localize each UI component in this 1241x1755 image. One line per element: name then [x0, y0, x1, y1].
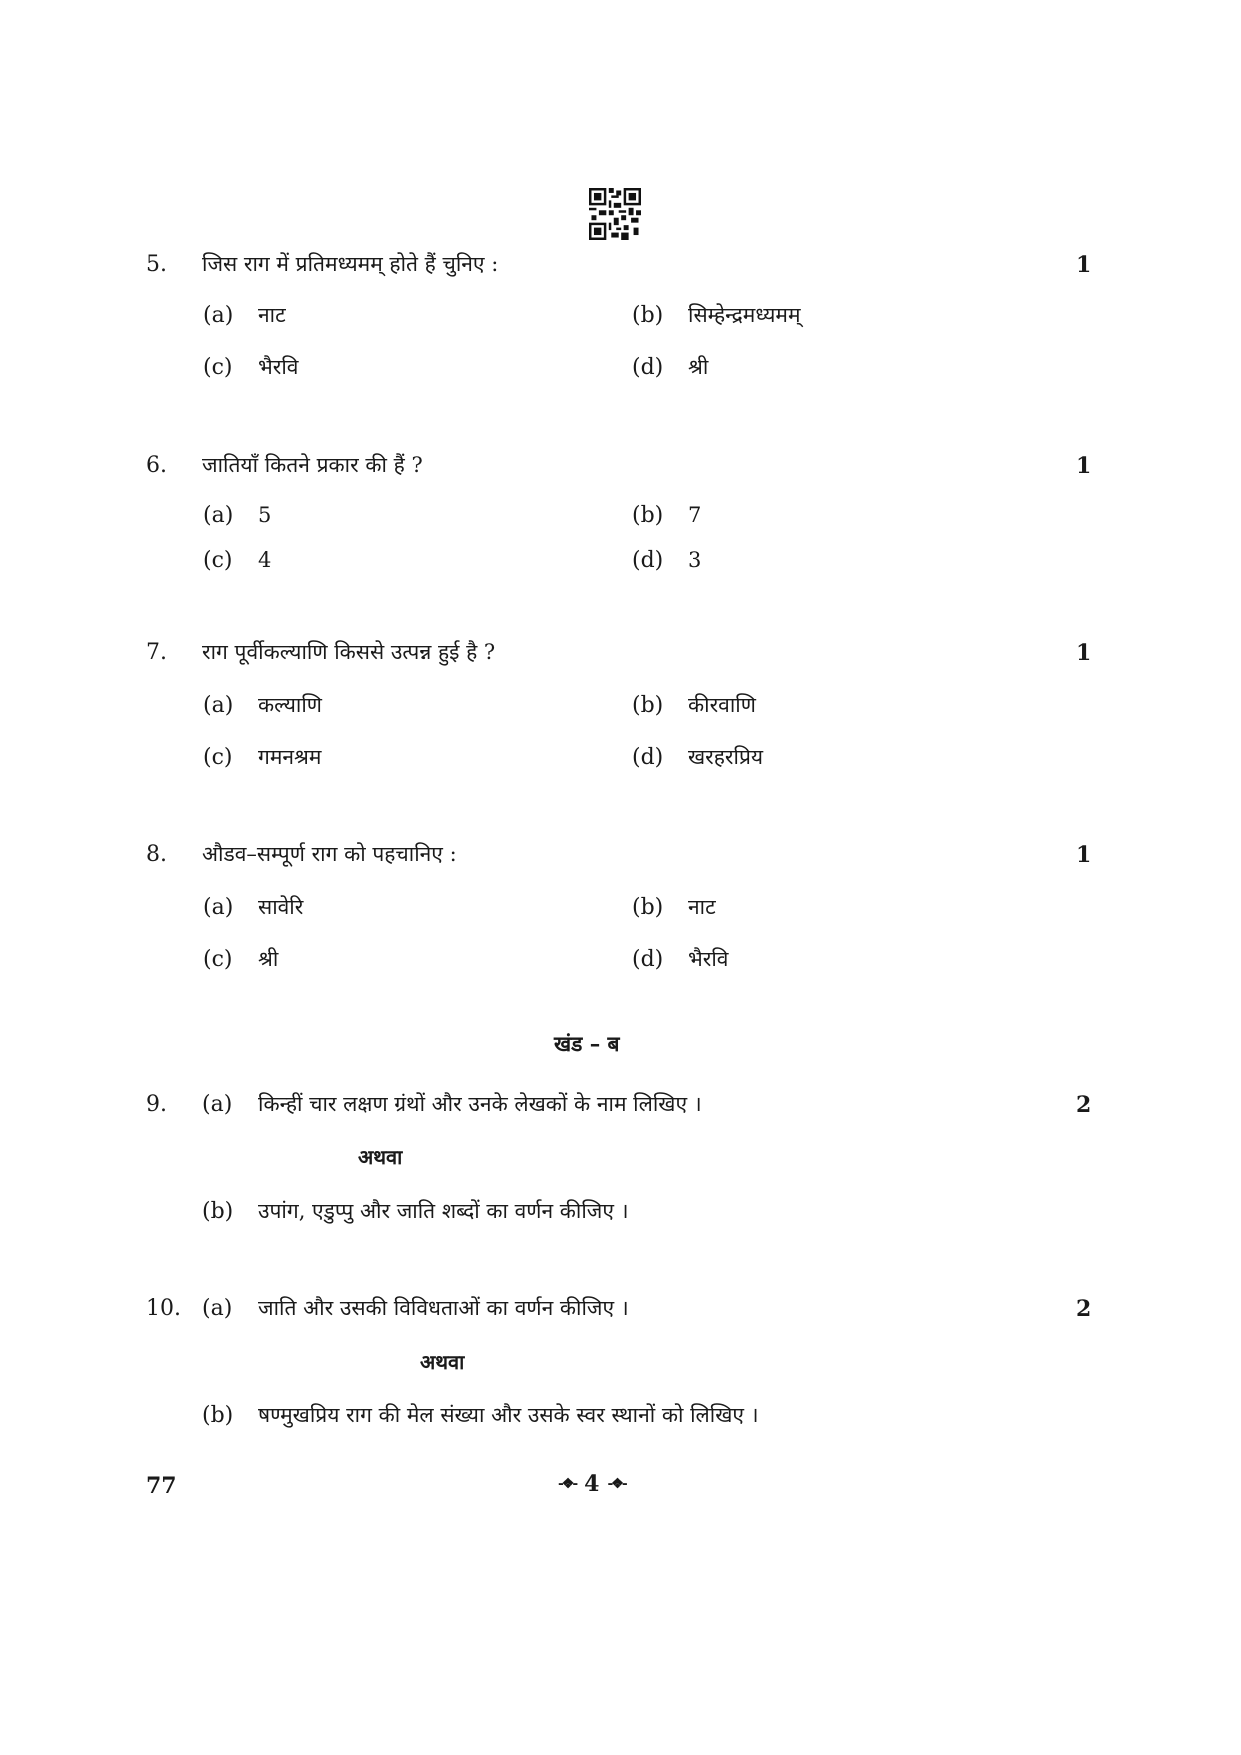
option-a-text: किन्हीं चार लक्षण ग्रंथों और उनके लेखकों के नाम लिखिए ।	[258, 1092, 702, 1116]
question-text: जातियाँ कितने प्रकार की हैं ?	[202, 453, 423, 477]
option-c-label: (c)	[203, 947, 233, 972]
option-a-text: जाति और उसकी विविधताओं का वर्णन कीजिए ।	[258, 1296, 629, 1320]
question-number: 9.	[146, 1092, 167, 1117]
option-c-label: (c)	[203, 548, 233, 573]
option-b-text: उपांग, एडुप्पु और जाति शब्दों का वर्णन कीजिए ।	[258, 1199, 629, 1223]
option-b-text: सिम्हेन्द्रमध्यमम्	[688, 303, 801, 327]
option-a-label: (a)	[203, 693, 234, 718]
question-number: 7.	[146, 640, 167, 665]
option-a-label: (a)	[202, 1296, 233, 1321]
question-number: 8.	[146, 842, 167, 867]
option-b-label: (b)	[202, 1403, 234, 1428]
option-c-text: 4	[258, 548, 272, 572]
option-b-text: कीरवाणि	[688, 693, 756, 717]
question-number: 6.	[146, 453, 167, 478]
option-b-label: (b)	[632, 693, 664, 718]
option-a-label: (a)	[203, 303, 234, 328]
option-a-label: (a)	[203, 895, 234, 920]
option-d-text: भैरवि	[688, 947, 729, 971]
question-number: 5.	[146, 252, 167, 277]
question-text: जिस राग में प्रतिमध्यमम् होते हैं चुनिए :	[202, 252, 499, 276]
paper-code: 77	[146, 1473, 177, 1499]
option-a-label: (a)	[203, 503, 234, 528]
or-divider: अथवा	[420, 1350, 465, 1374]
option-d-label: (d)	[632, 548, 664, 573]
ornament-right-icon: -❖-	[607, 1476, 626, 1492]
qr-code-icon	[589, 188, 641, 240]
ornament-left-icon: -❖-	[558, 1476, 577, 1492]
option-a-text: नाट	[258, 303, 286, 327]
option-b-label: (b)	[632, 503, 664, 528]
question-marks: 1	[1076, 252, 1092, 278]
or-divider: अथवा	[358, 1145, 403, 1169]
option-b-text: षण्मुखप्रिय राग की मेल संख्या और उसके स्वर स्थानों को लिखिए ।	[258, 1403, 759, 1427]
option-c-text: श्री	[258, 947, 279, 971]
page-number: 4	[584, 1471, 600, 1497]
option-b-text: 7	[688, 503, 702, 527]
question-number: 10.	[146, 1296, 181, 1321]
option-a-text: कल्याणि	[258, 693, 322, 717]
option-b-label: (b)	[632, 895, 664, 920]
question-text: राग पूर्वीकल्याणि किससे उत्पन्न हुई है ?	[202, 640, 496, 664]
option-d-label: (d)	[632, 745, 664, 770]
question-marks: 1	[1076, 842, 1092, 868]
option-d-label: (d)	[632, 355, 664, 380]
option-c-label: (c)	[203, 745, 233, 770]
option-c-label: (c)	[203, 355, 233, 380]
question-marks: 2	[1076, 1092, 1092, 1118]
option-b-text: नाट	[688, 895, 716, 919]
option-c-text: गमनश्रम	[258, 745, 322, 769]
option-b-label: (b)	[202, 1199, 234, 1224]
option-d-text: 3	[688, 548, 702, 572]
option-a-text: 5	[258, 503, 272, 527]
question-marks: 1	[1076, 453, 1092, 479]
option-c-text: भैरवि	[258, 355, 299, 379]
option-a-label: (a)	[202, 1092, 233, 1117]
option-d-text: श्री	[688, 355, 709, 379]
question-marks: 2	[1076, 1296, 1092, 1322]
question-text: औडव–सम्पूर्ण राग को पहचानिए :	[202, 842, 457, 866]
page-number-block	[558, 1471, 626, 1497]
question-marks: 1	[1076, 640, 1092, 666]
option-b-label: (b)	[632, 303, 664, 328]
section-b-heading: खंड – ब	[554, 1031, 620, 1056]
option-a-text: सावेरि	[258, 895, 304, 919]
option-d-label: (d)	[632, 947, 664, 972]
option-d-text: खरहरप्रिय	[688, 745, 764, 769]
